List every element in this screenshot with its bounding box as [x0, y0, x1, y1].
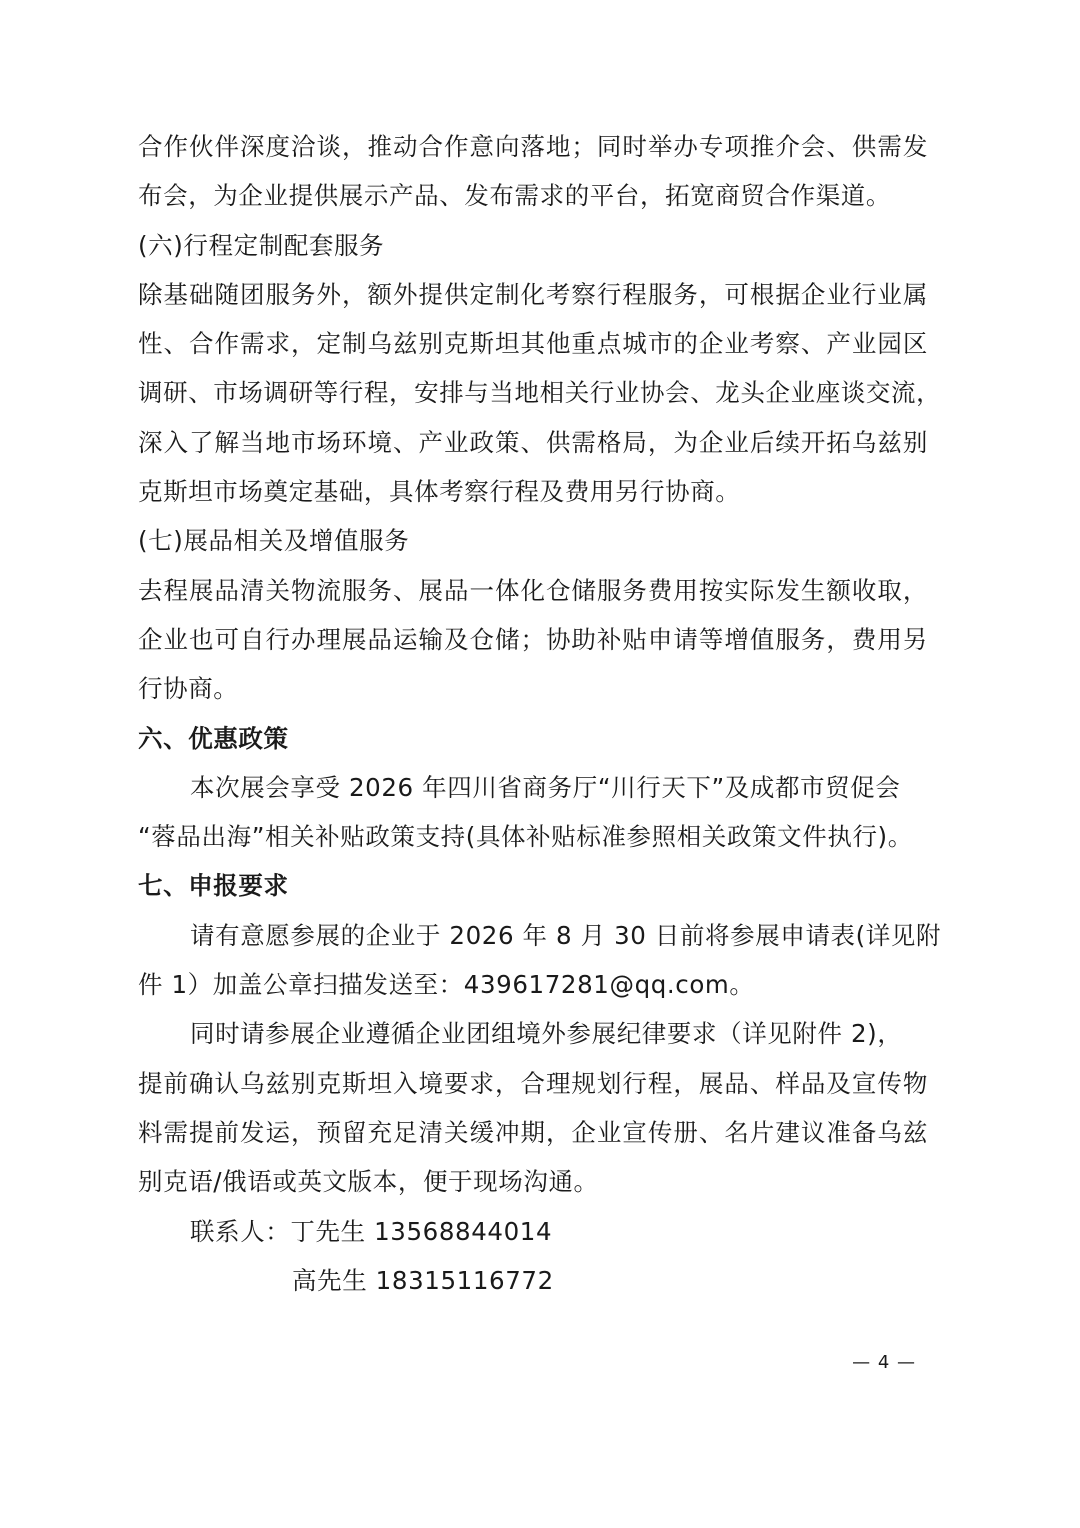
paragraph-line: 企业也可自行办理展品运输及仓储；协助补贴申请等增值服务，费用另 — [138, 624, 928, 654]
page-body — [138, 122, 942, 1305]
contact-line: 联系人：丁先生 13568844014 — [190, 1216, 553, 1246]
paragraph-line: 去程展品清关物流服务、展品一体化仓储服务费用按实际发生额收取， — [138, 575, 928, 605]
paragraph-line: 性、合作需求，定制乌兹别克斯坦其他重点城市的企业考察、产业园区 — [138, 329, 928, 359]
paragraph-line: 除基础随团服务外，额外提供定制化考察行程服务，可根据企业行业属 — [138, 279, 928, 309]
subsection-title: (七)展品相关及增值服务 — [138, 526, 410, 556]
paragraph-line: 克斯坦市场奠定基础，具体考察行程及费用另行协商。 — [138, 477, 741, 507]
paragraph-line: 本次展会享受 2026 年四川省商务厅“川行天下”及成都市贸促会 — [190, 772, 901, 802]
paragraph-line: 提前确认乌兹别克斯坦入境要求，合理规划行程，展品、样品及宣传物 — [138, 1068, 928, 1098]
paragraph-line: 料需提前发运，预留充足清关缓冲期，企业宣传册、名片建议准备乌兹 — [138, 1117, 928, 1147]
section-heading: 六、优惠政策 — [138, 723, 289, 753]
paragraph-line: 请有意愿参展的企业于 2026 年 8 月 30 日前将参展申请表(详见附 — [190, 920, 942, 950]
paragraph-line: 布会，为企业提供展示产品、发布需求的平台，拓宽商贸合作渠道。 — [138, 181, 891, 211]
paragraph-line: 深入了解当地市场环境、产业政策、供需格局，为企业后续开拓乌兹别 — [138, 427, 928, 457]
paragraph-line: 行协商。 — [138, 674, 239, 704]
paragraph-line: 别克语/俄语或英文版本，便于现场沟通。 — [138, 1167, 599, 1197]
paragraph-line: “蓉品出海”相关补贴政策支持(具体补贴标准参照相关政策文件执行)。 — [138, 822, 913, 852]
page-number: — 4 — — [852, 1352, 916, 1373]
subsection-title: (六)行程定制配套服务 — [138, 230, 385, 260]
section-heading: 七、申报要求 — [138, 871, 289, 901]
paragraph-line: 合作伙伴深度洽谈，推动合作意向落地；同时举办专项推介会、供需发 — [138, 132, 928, 161]
paragraph-line: 同时请参展企业遵循企业团组境外参展纪律要求（详见附件 2)， — [190, 1019, 903, 1049]
paragraph-line: 件 1）加盖公章扫描发送至：439617281@qq.com。 — [138, 970, 755, 1000]
contact-line: 高先生 18315116772 — [292, 1265, 554, 1295]
paragraph-line: 调研、市场调研等行程，安排与当地相关行业协会、龙头企业座谈交流， — [138, 378, 942, 408]
